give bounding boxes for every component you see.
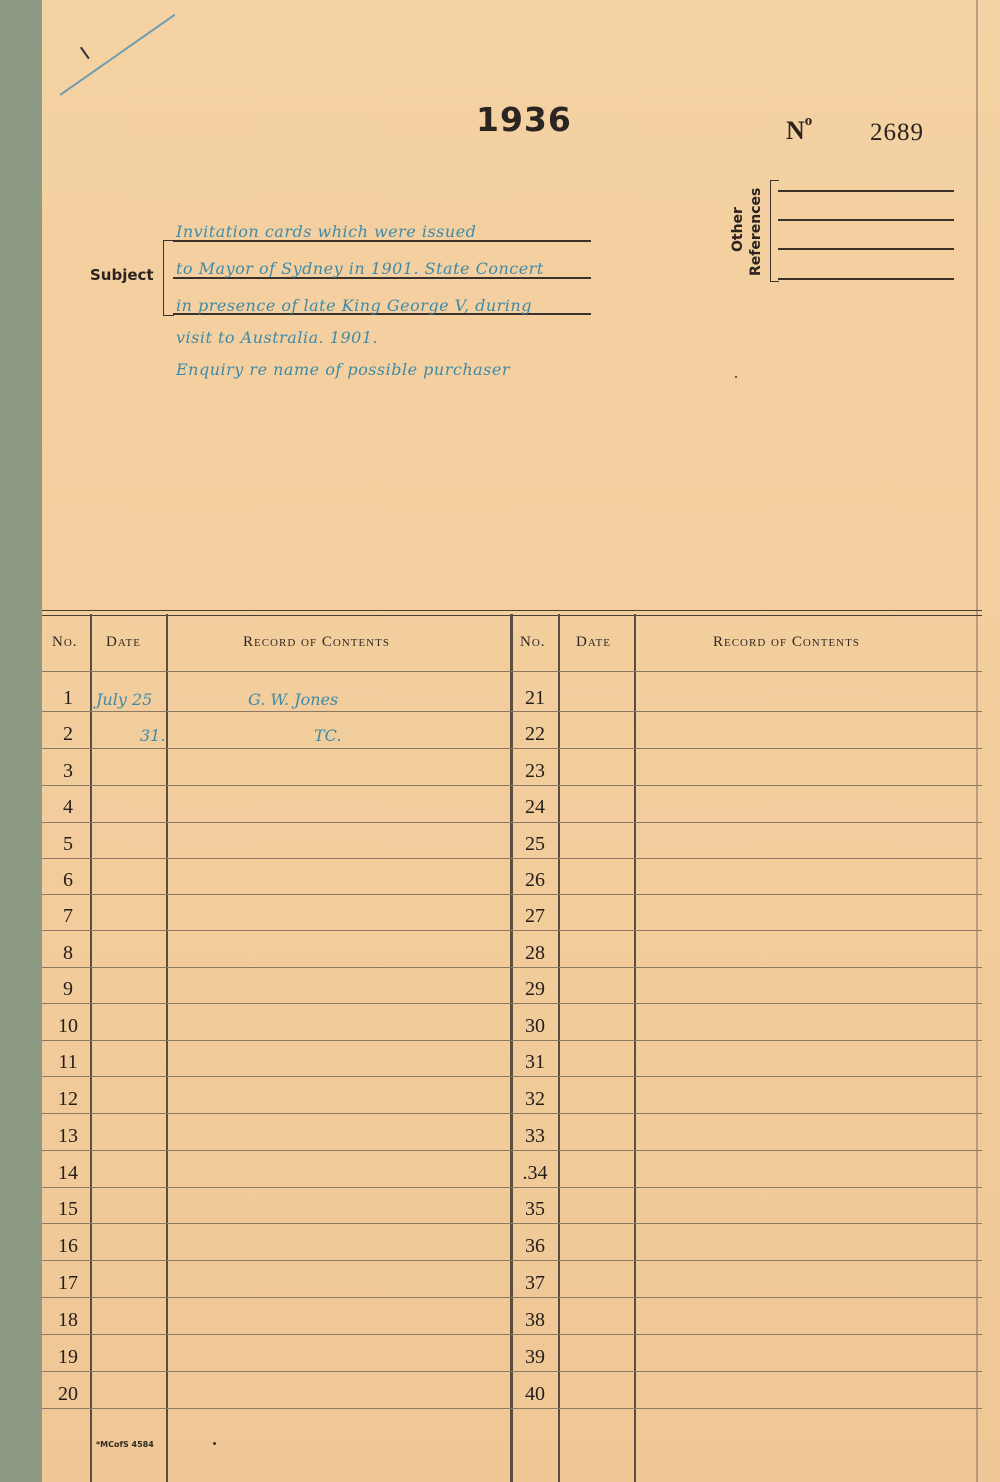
entry-date: 31.	[140, 726, 166, 745]
header-date-right: Date	[576, 634, 611, 650]
row-number: 21	[525, 687, 545, 709]
row-rule	[42, 785, 982, 786]
row-number: 18	[58, 1309, 78, 1331]
file-number: 2689	[870, 119, 924, 146]
row-number: 1	[63, 687, 73, 709]
row-number: 5	[63, 833, 73, 855]
row-number: 24	[525, 796, 545, 818]
row-rule	[42, 1371, 982, 1372]
row-rule	[42, 822, 982, 823]
other-references-label: Other References	[730, 187, 764, 276]
printer-code: *MCofS 4584	[96, 1440, 154, 1449]
row-rule	[42, 1113, 982, 1114]
row-number: 3	[63, 760, 73, 782]
row-number: 38	[525, 1309, 545, 1331]
row-number: 12	[58, 1088, 78, 1110]
row-number: 37	[525, 1272, 545, 1294]
row-number: 35	[525, 1198, 545, 1220]
row-rule	[42, 1150, 982, 1151]
row-rule	[42, 930, 982, 931]
row-number: 14	[58, 1162, 78, 1184]
header-date-left: Date	[106, 634, 141, 650]
row-rule	[42, 967, 982, 968]
other-reference-line-1	[778, 190, 954, 192]
header-no-right: No.	[520, 634, 546, 650]
row-number: 10	[58, 1015, 78, 1037]
row-number: 9	[63, 978, 73, 1000]
row-rule	[42, 1408, 982, 1409]
subject-line-2: to Mayor of Sydney in 1901. State Concert	[176, 259, 544, 278]
row-rule	[42, 894, 982, 895]
row-number: 2	[63, 723, 73, 745]
entry-record: G. W. Jones	[248, 690, 339, 709]
subject-line-4: visit to Australia. 1901.	[176, 328, 379, 347]
row-number: 4	[63, 796, 73, 818]
binding-spine	[0, 0, 42, 1482]
header-no-left: No.	[52, 634, 78, 650]
row-rule	[42, 671, 982, 672]
row-rule	[42, 1223, 982, 1224]
other-reference-line-3	[778, 248, 954, 250]
row-number: 31	[525, 1051, 545, 1073]
row-rule	[42, 1334, 982, 1335]
other-reference-line-4	[778, 278, 954, 280]
other-references-bracket	[770, 180, 779, 282]
ink-speck	[735, 376, 737, 378]
row-number: 19	[58, 1346, 78, 1368]
file-number-label: $N^o$	[786, 113, 813, 145]
row-number: 8	[63, 942, 73, 964]
row-number: 6	[63, 869, 73, 891]
row-rule	[42, 1040, 982, 1041]
ink-speck	[213, 1442, 216, 1445]
row-number: 29	[525, 978, 545, 1000]
row-rule	[42, 1187, 982, 1188]
row-number: 16	[58, 1235, 78, 1257]
row-number: 27	[525, 905, 545, 927]
row-rule	[42, 1260, 982, 1261]
row-number: 40	[525, 1383, 545, 1405]
row-number: 33	[525, 1125, 545, 1147]
row-rule	[42, 858, 982, 859]
header-record-right: Record of Contents	[713, 634, 860, 650]
row-rule	[42, 1076, 982, 1077]
row-number: 11	[58, 1051, 78, 1073]
subject-line-5: Enquiry re name of possible purchaser	[176, 360, 510, 379]
row-rule	[42, 748, 982, 749]
row-number: 17	[58, 1272, 78, 1294]
row-rule	[42, 711, 982, 712]
row-number: 20	[58, 1383, 78, 1405]
row-rule	[42, 1003, 982, 1004]
row-number: .34	[522, 1162, 548, 1184]
row-number: 22	[525, 723, 545, 745]
column-divider	[634, 614, 636, 1482]
row-number: 15	[58, 1198, 78, 1220]
row-number: 28	[525, 942, 545, 964]
entry-record: TC.	[314, 726, 342, 745]
column-divider	[166, 614, 168, 1482]
row-number: 26	[525, 869, 545, 891]
row-number: 39	[525, 1346, 545, 1368]
header-record-left: Record of Contents	[243, 634, 390, 650]
year: 1936	[476, 100, 572, 139]
row-number: 36	[525, 1235, 545, 1257]
subject-line-1: Invitation cards which were issued	[176, 222, 477, 241]
row-number: 32	[525, 1088, 545, 1110]
subject-line-3: in presence of late King George V, during	[176, 296, 532, 315]
row-number: 25	[525, 833, 545, 855]
entry-date: July 25	[96, 690, 153, 709]
row-number: 30	[525, 1015, 545, 1037]
other-reference-line-2	[778, 219, 954, 221]
row-number: 23	[525, 760, 545, 782]
row-rule	[42, 1297, 982, 1298]
row-number: 13	[58, 1125, 78, 1147]
subject-label: Subject	[90, 266, 154, 284]
row-number: 7	[63, 905, 73, 927]
